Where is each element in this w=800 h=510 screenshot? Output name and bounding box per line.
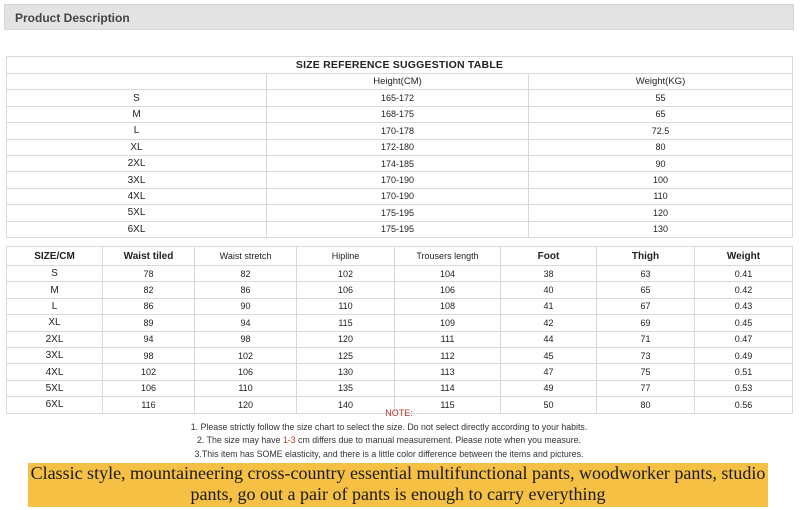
measurement-row	[7, 331, 793, 347]
size-label: M	[7, 282, 103, 298]
measurement-cell: 0.42	[695, 282, 793, 298]
measurement-cell: 0.51	[695, 364, 793, 380]
note-line-2-highlight: 1-3	[282, 435, 296, 445]
measurement-cell: 114	[395, 380, 501, 396]
size-label: S	[7, 266, 103, 282]
section-title: Product Description	[15, 11, 130, 25]
measurement-cell: 38	[501, 266, 597, 282]
measurement-row	[7, 380, 793, 396]
measurement-cell: 71	[597, 331, 695, 347]
size-label: M	[7, 106, 267, 122]
size-label: 5XL	[7, 205, 267, 221]
measurement-cell: 102	[195, 347, 297, 363]
measurement-cell: 140	[297, 397, 395, 413]
measurement-column-header: Hipline	[297, 247, 395, 266]
measurement-cell: 106	[195, 364, 297, 380]
measurement-cell: 89	[103, 315, 195, 331]
measurement-cell: 0.43	[695, 298, 793, 314]
size-ref-row	[7, 205, 793, 221]
note-line-2	[0, 434, 792, 448]
measurement-row	[7, 347, 793, 363]
measurement-row	[7, 282, 793, 298]
size-ref-cell: 170-178	[267, 123, 529, 139]
measurement-cell: 73	[597, 347, 695, 363]
measurement-cell: 75	[597, 364, 695, 380]
note-heading: NOTE:	[385, 408, 413, 418]
size-ref-cell: 110	[529, 188, 793, 204]
measurement-cell: 86	[103, 298, 195, 314]
measurement-cell: 82	[103, 282, 195, 298]
measurement-cell: 125	[297, 347, 395, 363]
size-label: 3XL	[7, 172, 267, 188]
measurement-column-header: Weight	[695, 247, 793, 266]
size-ref-row	[7, 172, 793, 188]
measurement-cell: 115	[297, 315, 395, 331]
measurement-cell: 120	[297, 331, 395, 347]
size-ref-cell: 170-190	[267, 188, 529, 204]
measurement-cell: 86	[195, 282, 297, 298]
size-ref-row	[7, 139, 793, 155]
measurement-cell: 94	[195, 315, 297, 331]
size-ref-cell: 120	[529, 205, 793, 221]
measurement-cell: 106	[103, 380, 195, 396]
size-ref-cell: 65	[529, 106, 793, 122]
measurement-cell: 108	[395, 298, 501, 314]
size-ref-column-header	[7, 74, 267, 90]
measurement-column-header: Foot	[501, 247, 597, 266]
measurement-column-header: Trousers length	[395, 247, 501, 266]
measurement-cell: 0.56	[695, 397, 793, 413]
size-ref-cell: 130	[529, 221, 793, 237]
measurement-cell: 82	[195, 266, 297, 282]
measurement-cell: 63	[597, 266, 695, 282]
measurement-cell: 78	[103, 266, 195, 282]
size-ref-cell: 170-190	[267, 172, 529, 188]
measurement-cell: 104	[395, 266, 501, 282]
measurement-cell: 0.41	[695, 266, 793, 282]
measurement-cell: 135	[297, 380, 395, 396]
measurement-cell: 0.49	[695, 347, 793, 363]
measurement-cell: 80	[597, 397, 695, 413]
size-ref-cell: 72.5	[529, 123, 793, 139]
size-ref-cell: 100	[529, 172, 793, 188]
size-ref-cell: 172-180	[267, 139, 529, 155]
measurement-cell: 115	[395, 397, 501, 413]
measurement-cell: 50	[501, 397, 597, 413]
size-reference-table	[6, 56, 793, 238]
measurement-cell: 0.53	[695, 380, 793, 396]
measurement-cell: 102	[103, 364, 195, 380]
note-line-2-start: 2. The size may have	[196, 435, 283, 445]
size-ref-cell: 90	[529, 155, 793, 171]
measurement-cell: 106	[297, 282, 395, 298]
product-description-header	[4, 4, 794, 30]
size-label: L	[7, 298, 103, 314]
measurement-cell: 41	[501, 298, 597, 314]
measurement-cell: 106	[395, 282, 501, 298]
measurement-cell: 65	[597, 282, 695, 298]
size-ref-row	[7, 123, 793, 139]
size-ref-row	[7, 106, 793, 122]
size-label: 6XL	[7, 221, 267, 237]
size-label: 6XL	[7, 397, 103, 413]
measurement-cell: 0.45	[695, 315, 793, 331]
measurement-cell: 42	[501, 315, 597, 331]
measurement-cell: 112	[395, 347, 501, 363]
measurement-cell: 40	[501, 282, 597, 298]
measurement-cell: 90	[195, 298, 297, 314]
size-ref-cell: 175-195	[267, 221, 529, 237]
measurement-column-header: Waist stretch	[195, 247, 297, 266]
size-ref-row	[7, 188, 793, 204]
measurement-cell: 120	[195, 397, 297, 413]
size-label: 3XL	[7, 347, 103, 363]
measurement-cell: 0.47	[695, 331, 793, 347]
notes-section	[6, 407, 792, 463]
note-line-3: 3.This item has SOME elasticity, and there is a little color difference between the items and pictures.	[194, 448, 584, 459]
measurement-cell: 130	[297, 364, 395, 380]
measurement-cell: 113	[395, 364, 501, 380]
size-ref-row	[7, 155, 793, 171]
size-label: 4XL	[7, 188, 267, 204]
size-label: XL	[7, 139, 267, 155]
measurement-cell: 69	[597, 315, 695, 331]
measurement-row	[7, 364, 793, 380]
size-ref-column-header: Weight(KG)	[529, 74, 793, 90]
note-line-2-end: cm differs due to manual measurement. Please note when you measure.	[295, 435, 582, 445]
measurement-column-header: Waist tiled	[103, 247, 195, 266]
size-reference-title: SIZE REFERENCE SUGGESTION TABLE	[7, 57, 793, 74]
size-ref-row	[7, 90, 793, 106]
size-ref-cell: 80	[529, 139, 793, 155]
measurement-cell: 94	[103, 331, 195, 347]
measurement-cell: 67	[597, 298, 695, 314]
size-label: S	[7, 90, 267, 106]
measurement-cell: 116	[103, 397, 195, 413]
measurement-cell: 110	[195, 380, 297, 396]
size-label: 5XL	[7, 380, 103, 396]
measurement-column-header: Thigh	[597, 247, 695, 266]
product-tagline-banner: Classic style, mountaineering cross-country essential multifunctional pants, woodworker pants, studio pants, go out a pair of pants is enough to carry everything	[28, 463, 768, 507]
size-label: XL	[7, 315, 103, 331]
measurement-cell: 102	[297, 266, 395, 282]
size-ref-row	[7, 221, 793, 237]
size-label: 2XL	[7, 155, 267, 171]
measurement-cell: 111	[395, 331, 501, 347]
size-label: L	[7, 123, 267, 139]
measurement-cell: 47	[501, 364, 597, 380]
size-ref-cell: 168-175	[267, 106, 529, 122]
measurement-row	[7, 315, 793, 331]
measurement-cell: 49	[501, 380, 597, 396]
size-ref-cell: 165-172	[267, 90, 529, 106]
size-label: 4XL	[7, 364, 103, 380]
measurement-row	[7, 298, 793, 314]
measurement-cell: 98	[195, 331, 297, 347]
note-line-1: 1. Please strictly follow the size chart to select the size. Do not select directly according to your habits.	[190, 421, 588, 432]
size-ref-cell: 174-185	[267, 155, 529, 171]
measurement-cell: 98	[103, 347, 195, 363]
measurement-row	[7, 266, 793, 282]
size-ref-cell: 55	[529, 90, 793, 106]
measurement-cell: 77	[597, 380, 695, 396]
measurement-table	[6, 246, 793, 414]
measurement-cell: 110	[297, 298, 395, 314]
measurement-cell: 109	[395, 315, 501, 331]
size-ref-column-header: Height(CM)	[267, 74, 529, 90]
measurement-cell: 44	[501, 331, 597, 347]
size-label: 2XL	[7, 331, 103, 347]
size-ref-cell: 175-195	[267, 205, 529, 221]
measurement-column-header: SIZE/CM	[7, 247, 103, 266]
measurement-cell: 45	[501, 347, 597, 363]
